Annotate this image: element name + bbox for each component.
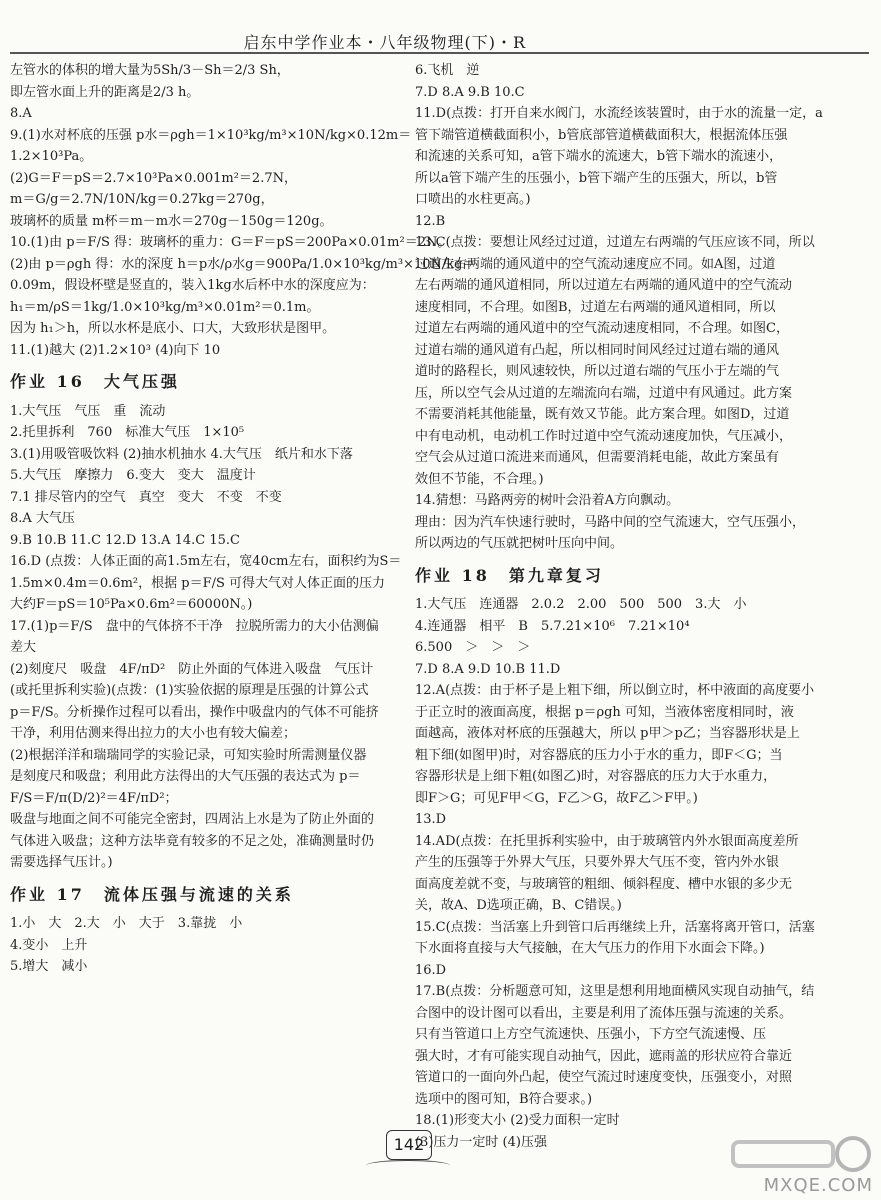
- answer-line: 粗下细(如图甲)时，对容器底的压力小于水的重力，即F＜G；当: [415, 747, 783, 763]
- answers-block-17: [10, 913, 400, 978]
- answer-line: 7.D 8.A 9.D 10.B 11.D: [415, 661, 561, 677]
- answer-line: 5.大气压 摩擦力 6.变大 变大 温度计: [10, 468, 256, 483]
- answer-line: 0.09m，假设杯壁是竖直的，装入1kg水后杯中水的深度应为：: [10, 278, 375, 293]
- answer-line: F/S＝F/π(D/2)²＝4F/πD²；: [10, 790, 178, 806]
- answer-line: 产生的压强等于外界大气压，只要外界大气压不变，管内外水银: [415, 855, 780, 870]
- answer-line: 道时的路程长，则风速较快，所以过道右端的气压小于左端的气: [415, 364, 780, 379]
- answer-line: 过道左右两端的通风道中的空气流动速度相同，不合理。如图C，: [415, 321, 789, 336]
- answer-line: 4.连通器 相平 B 5.7.21×10⁶ 7.21×10⁴: [415, 618, 690, 634]
- answer-line: 关，故A、D选项正确，B、C错误。): [415, 898, 622, 913]
- answer-line: 15.C(点拨：当活塞上升到管口后再继续上升，活塞将离开管口，活塞: [415, 919, 815, 935]
- answer-line: 左右两端的通风道相同，所以过道左右两端的通风道中的空气流动: [415, 278, 793, 293]
- answer-line: 理由：因为汽车快速行驶时，马路中间的空气流速大，空气压强小，: [415, 514, 806, 530]
- answer-line: 1.5m×0.4m＝0.6m²，根据 p＝F/S 可得大气对人体正面的压力: [10, 575, 386, 591]
- answer-line: 不需要消耗其他能量，既有效又节能。此方案合理。如图D，过道: [415, 407, 790, 422]
- answer-line: 容器形状是上细下粗(如图乙)时，对容器底的压力大于水重力，: [415, 769, 777, 784]
- answer-line: (2)由 p＝ρgh 得：水的深度 h＝p水/ρ水g＝900Pa/1.0×10³kg/m³×10N/kg＝: [10, 256, 476, 272]
- answer-line: 18.(1)形变大小 (2)受力面积一定时: [415, 1113, 620, 1128]
- answer-line: 7.D 8.A 9.B 10.C: [415, 84, 525, 100]
- section-heading-18: 作业 18 第九章复习: [415, 565, 604, 585]
- answer-line: 11.D(点拨：打开自来水阀门，水流经该装置时，由于水的流量一定，a: [415, 106, 823, 121]
- answer-line: 速度相同，不合理。如图B，过道左右两端的通风道相同，所以: [415, 299, 776, 315]
- answer-line: 强大时，才有可能实现自动抽气，因此，遮雨盖的形状应符合靠近: [415, 1048, 793, 1064]
- answer-line: 中有电动机，电动机工作时过道中空气流动速度加快，气压减小，: [415, 428, 793, 444]
- answer-line: (3)压力一定时 (4)压强: [415, 1134, 547, 1150]
- answer-line: 所以两边的气压就把树叶压向中间。: [415, 536, 624, 551]
- answer-line: 6.飞机 逆: [415, 63, 480, 78]
- answer-line: 管道口的一面向外凸起，使空气流过时速度变快，压强变小，对照: [415, 1070, 793, 1085]
- answer-line: 8.A 大气压: [10, 511, 75, 526]
- answer-line: 差大: [10, 640, 37, 655]
- answer-line: 即左管水面上升的距离是2/3 h。: [10, 84, 200, 100]
- answer-line: 8.A: [10, 106, 32, 121]
- answer-line: 空气会从过道口流进来而通风，但需要消耗电能，故此方案虽有: [415, 450, 780, 465]
- answer-line: 9.B 10.B 11.C 12.D 13.A 14.C 15.C: [10, 532, 241, 548]
- answer-line: 9.(1)水对杯底的压强 p水＝ρgh＝1×10³kg/m³×10N/kg×0.12m＝: [10, 127, 412, 143]
- right-column: [415, 60, 875, 1153]
- answer-line: 10.(1)由 p＝F/S 得：玻璃杯的重力：G＝F＝pS＝200Pa×0.01m²＝2N。: [10, 235, 451, 250]
- answer-line: (或托里拆利实验)(点拨：(1)实验依据的原理是压强的计算公式: [10, 683, 369, 698]
- answer-line: 干净，利用估测来得出拉力的大小也有较大偏差；: [10, 726, 297, 741]
- answer-line: 合图中的设计图可以看出，主要是利用了流体压强与流速的关系。: [415, 1005, 793, 1021]
- page-number: 142: [386, 1130, 432, 1160]
- answer-line: 选项中的图可知，B符合要求。): [415, 1091, 593, 1107]
- answer-line: 1.大气压 连通器 2.0.2 2.00 500 500 3.大 小: [415, 597, 747, 612]
- answer-line: 左管水的体积的增大量为5Sh/3－Sh＝2/3 Sh，: [10, 63, 290, 78]
- answer-line: 16.D: [415, 962, 447, 978]
- answer-line: 过道右端的通风道有凸起，所以相同时间风经过过道右端的通风: [415, 342, 780, 358]
- answer-line: 即F＞G；可见F甲＜G，F乙＞G，故F乙＞F甲。): [415, 790, 698, 806]
- answer-line: 16.D (点拨：人体正面的高1.5m左右，宽40cm左右，面积约为S＝: [10, 554, 402, 569]
- answer-line: 1.小 大 2.大 小 大于 3.靠拢 小: [10, 916, 243, 931]
- answer-line: 17.B(点拨：分析题意可知，这里是想利用地面横风实现自动抽气，结: [415, 984, 815, 999]
- answer-line: 1.大气压 气压 重 流动: [10, 403, 166, 419]
- answer-line: m＝G/g＝2.7N/10N/kg＝0.27kg＝270g，: [10, 192, 274, 207]
- answer-line: 玻璃杯的质量 m杯＝m－m水＝270g－150g＝120g。: [10, 213, 333, 229]
- answer-line: 5.增大 减小: [10, 959, 88, 974]
- section-heading-16: 作业 16 大气压强: [10, 372, 180, 391]
- answer-line: 12.B: [415, 213, 446, 229]
- answer-line: 气体进入吸盘；这种方法毕竟有较多的不足之处，准确测量时仍: [10, 833, 375, 849]
- answer-line: 2.托里拆利 760 标准大气压 1×10⁵: [10, 425, 245, 440]
- answer-line: h₁＝m/ρS＝1kg/1.0×10³kg/m³×0.01m²＝0.1m。: [10, 299, 320, 315]
- answers-block-17-cont: [415, 60, 875, 555]
- answer-line: 4.变小 上升: [10, 937, 88, 953]
- answer-line: 面越高，液体对杯底的压强越大，所以 p甲＞p乙；当容器形状是上: [415, 726, 800, 741]
- answer-line: 12.A(点拨：由于杯子是上粗下细，所以倒立时，杯中液面的高度要小: [415, 683, 815, 698]
- answer-line: 13.C(点拨：要想让风经过过道，过道左右两端的气压应该不同，所以: [415, 235, 815, 250]
- answer-line: 大约F＝pS＝10⁵Pa×0.6m²＝60000N。): [10, 597, 253, 612]
- answers-block-18: [415, 594, 875, 1153]
- answer-line: 是刻度尺和吸盘；利用此方法得出的大气压强的表达式为 p＝: [10, 769, 361, 784]
- answer-line: 13.D: [415, 812, 447, 827]
- answer-line: (2)刻度尺 吸盘 4F/πD² 防止外面的气体进入吸盘 气压计: [10, 661, 374, 677]
- header-rule: [10, 52, 869, 54]
- answer-line: 压，所以空气会从过道的左端流向右端，过道中有风通过。此方案: [415, 385, 793, 401]
- answer-line: 3.(1)用吸管吸饮料 (2)抽水机抽水 4.大气压 纸片和水下落: [10, 446, 353, 462]
- answer-line: 管下端管道横截面积小，b管底部管道横截面积大，根据流体压强: [415, 127, 788, 143]
- page-number-ornament: [366, 1160, 450, 1171]
- answer-line: 所以a管下端产生的压强小，b管下端产生的压强大，所以，b管: [415, 170, 778, 186]
- watermark-text: MXQE.COM: [763, 1175, 873, 1196]
- answer-line: p＝F/S。分析操作过程可以看出，操作中吸盘内的气体不可能挤: [10, 704, 379, 720]
- answer-line: 于正立时的液面高度，根据 p＝ρgh 可知，当液体密度相同时，液: [415, 704, 794, 720]
- answer-line: 吸盘与地面之间不可能完全密封，四周沾上水是为了防止外面的: [10, 812, 375, 827]
- answer-line: 效但不节能，不合理。): [415, 471, 544, 487]
- answer-line: (2)G＝F＝pS＝2.7×10³Pa×0.001m²＝2.7N，: [10, 170, 297, 186]
- answer-line: 只有当管道口上方空气流速快、压强小，下方空气流速慢、压: [415, 1027, 767, 1042]
- answer-line: 过道左右两端的通风道中的空气流动速度应不同。如A图，过道: [415, 256, 776, 272]
- header-title: 启东中学作业本・八年级物理(下)・R: [243, 33, 526, 52]
- answers-block-16: [10, 401, 400, 874]
- watermark-logo: [725, 1134, 875, 1196]
- answer-line: 1.2×10³Pa。: [10, 149, 93, 164]
- answer-line: 7.1 排尽管内的空气 真空 变大 不变 不变: [10, 489, 282, 505]
- answer-line: 14.猜想：马路两旁的树叶会沿着A方向飘动。: [415, 493, 680, 508]
- answer-line: 需要选择气压计。): [10, 855, 113, 870]
- answer-line: 面高度差就不变，与玻璃管的粗细、倾斜程度、槽中水银的多少无: [415, 876, 793, 892]
- answer-line: 11.(1)越大 (2)1.2×10³ (4)向下 10: [10, 342, 221, 358]
- watermark-icon: [725, 1134, 875, 1174]
- answer-line: 14.AD(点拨：在托里拆利实验中，由于玻璃管内外水银面高度差所: [415, 833, 799, 849]
- page-header: [0, 0, 881, 56]
- answer-line: (2)根据洋洋和瑞瑞同学的实验记录，可知实验时所需测量仪器: [10, 747, 367, 763]
- answer-line: 口喷出的水柱更高。): [415, 192, 531, 207]
- answer-line: 和流速的关系可知，a管下端水的流速大，b管下端水的流速小，: [415, 149, 783, 164]
- section-heading-17: 作业 17 流体压强与流速的关系: [10, 884, 294, 904]
- answer-line: 因为 h₁＞h，所以水杯是底小、口大，大致形状是图甲。: [10, 321, 336, 336]
- answer-line: 下水面将直接与大气接触，在大气压力的作用下水面会下降。): [415, 941, 765, 956]
- answer-line: 17.(1)p＝F/S 盘中的气体挤不干净 拉脱所需力的大小估测偏: [10, 618, 379, 634]
- answer-line: 6.500 ＞ ＞ ＞: [415, 640, 531, 655]
